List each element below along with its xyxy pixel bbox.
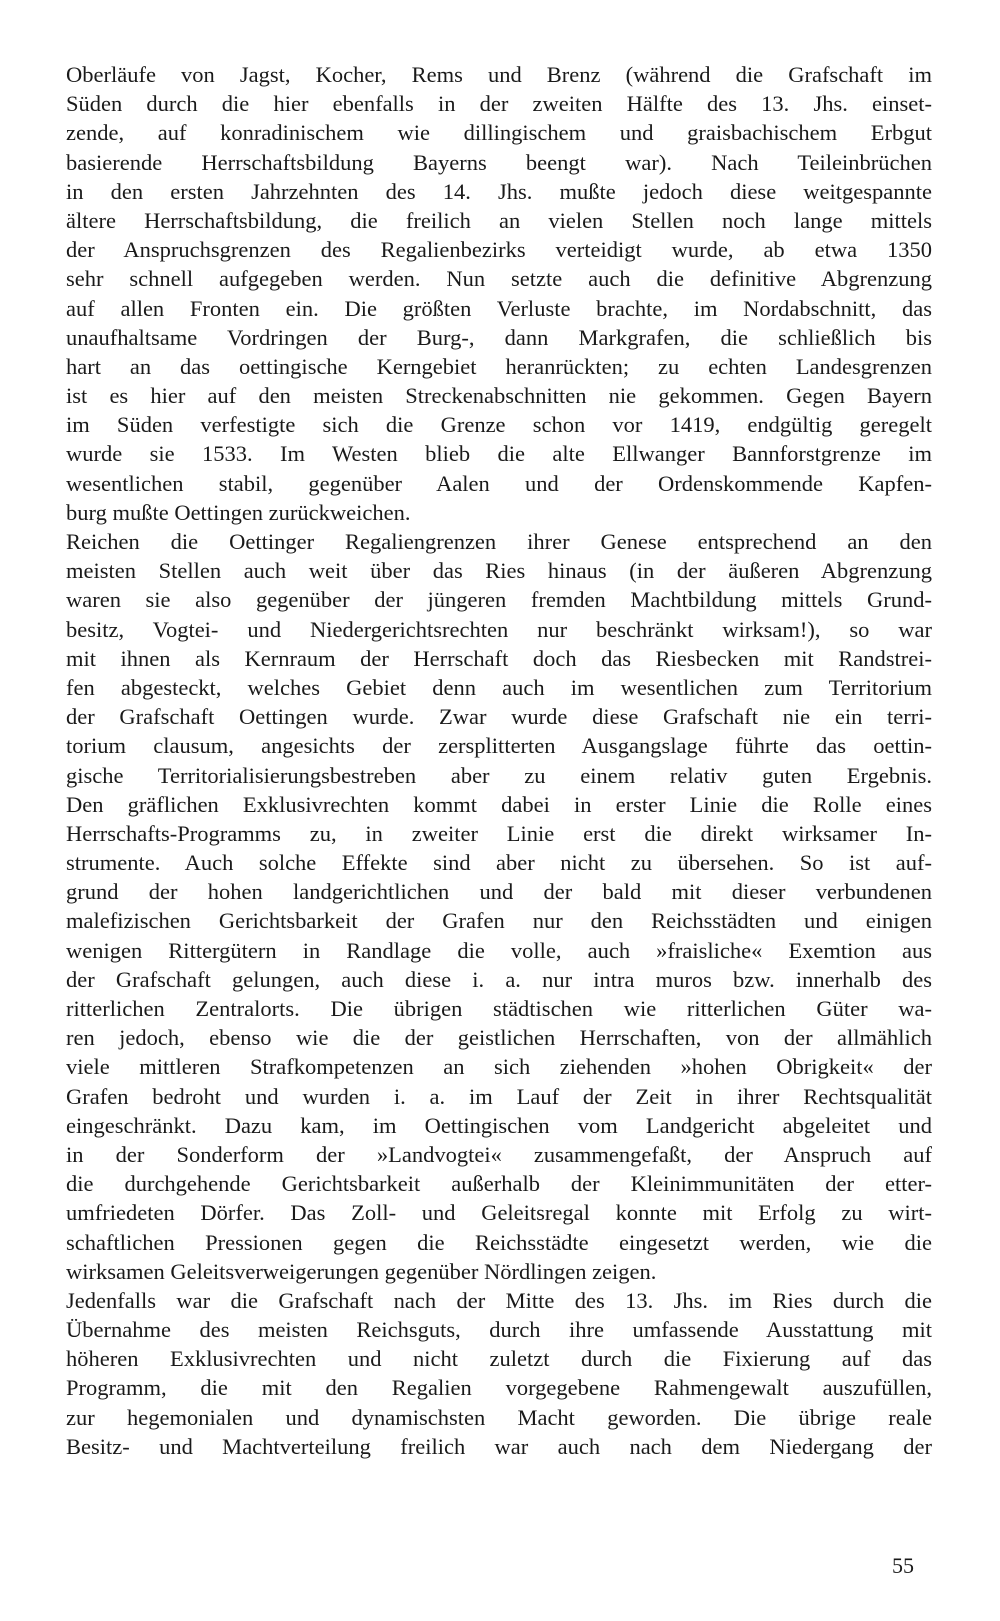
text-line: ältere Herrschaftsbildung, die freilich an vielen Stellen noch lange mittels bbox=[66, 207, 932, 233]
text-line: viele mittleren Strafkompetenzen an sich ziehenden »hohen Obrigkeit« der bbox=[66, 1054, 932, 1080]
text-line: waren sie also gegenüber der jüngeren fremden Machtbildung mittels Grund- bbox=[66, 587, 932, 613]
text-line: burg mußte Oettingen zurückweichen. bbox=[66, 499, 411, 525]
text-line: in der Sonderform der »Landvogtei« zusammengefaßt, der Anspruch auf bbox=[66, 1141, 932, 1167]
text-line: besitz, Vogtei- und Niedergerichtsrechten nur beschränkt wirksam!), so war bbox=[66, 616, 932, 642]
page-number: 55 bbox=[892, 1553, 914, 1578]
text-line: grund der hohen landgerichtlichen und der bald mit dieser verbundenen bbox=[66, 879, 932, 905]
paragraph bbox=[66, 60, 932, 527]
text-line: eingeschränkt. Dazu kam, im Oettingischen vom Landgericht abgeleitet und bbox=[66, 1112, 932, 1138]
text-line: fen abgesteckt, welches Gebiet denn auch im wesentlichen zum Territorium bbox=[66, 674, 932, 700]
text-line: unaufhaltsame Vordringen der Burg-, dann Markgrafen, die schließlich bis bbox=[66, 324, 932, 350]
text-line: sehr schnell aufgegeben werden. Nun setzte auch die definitive Abgrenzung bbox=[66, 266, 932, 292]
text-line: zende, auf konradinischem wie dillingischem und graisbachischem Erbgut bbox=[66, 120, 932, 146]
text-line: Herrschafts-Programms zu, in zweiter Linie erst die direkt wirksamer In- bbox=[66, 820, 932, 846]
text-line: Grafen bedroht und wurden i. a. im Lauf der Zeit in ihrer Rechtsqualität bbox=[66, 1083, 932, 1109]
text-line: wirksamen Geleitsverweigerungen gegenüber Nördlingen zeigen. bbox=[66, 1258, 657, 1284]
text-line: schaftlichen Pressionen gegen die Reichsstädte eingesetzt werden, wie die bbox=[66, 1229, 932, 1255]
text-line: der Grafschaft Oettingen wurde. Zwar wurde diese Grafschaft nie ein terri- bbox=[66, 704, 932, 730]
text-line: Reichen die Oettinger Regaliengrenzen ihrer Genese entsprechend an den bbox=[66, 529, 932, 554]
text-line: ist es hier auf den meisten Streckenabschnitten nie gekommen. Gegen Bayern bbox=[66, 383, 932, 409]
page-body bbox=[66, 60, 932, 1461]
text-line: strumente. Auch solche Effekte sind aber nicht zu übersehen. So ist auf- bbox=[66, 850, 932, 876]
text-line: malefizischen Gerichtsbarkeit der Grafen nur den Reichsstädten und einigen bbox=[66, 908, 932, 934]
text-line: Jedenfalls war die Grafschaft nach der Mitte des 13. Jhs. im Ries durch die bbox=[66, 1287, 932, 1313]
text-line: meisten Stellen auch weit über das Ries hinaus (in der äußeren Abgrenzung bbox=[66, 558, 932, 584]
paragraph bbox=[66, 1286, 932, 1461]
text-line: auf allen Fronten ein. Die größten Verluste brachte, im Nordabschnitt, das bbox=[66, 295, 932, 321]
text-line: Programm, die mit den Regalien vorgegebene Rahmengewalt auszufüllen, bbox=[66, 1375, 932, 1401]
text-line: Besitz- und Machtverteilung freilich war auch nach dem Niedergang der bbox=[66, 1433, 932, 1459]
text-line: ren jedoch, ebenso wie die der geistlichen Herrschaften, von der allmählich bbox=[66, 1025, 932, 1051]
text-line: umfriedeten Dörfer. Das Zoll- und Geleitsregal konnte mit Erfolg zu wirt- bbox=[66, 1200, 932, 1226]
text-line: wesentlichen stabil, gegenüber Aalen und der Ordenskommende Kapfen- bbox=[66, 470, 932, 496]
text-line: basierende Herrschaftsbildung Bayerns beengt war). Nach Teileinbrüchen bbox=[66, 149, 932, 175]
text-line: hart an das oettingische Kerngebiet heranrückten; zu echten Landesgrenzen bbox=[66, 353, 932, 379]
text-line: Übernahme des meisten Reichsguts, durch ihre umfassende Ausstattung mit bbox=[66, 1317, 932, 1343]
text-line: wurde sie 1533. Im Westen blieb die alte Ellwanger Bannforstgrenze im bbox=[66, 441, 932, 467]
text-line: mit ihnen als Kernraum der Herrschaft doch das Riesbecken mit Randstrei- bbox=[66, 645, 932, 671]
text-line: die durchgehende Gerichtsbarkeit außerhalb der Kleinimmunitäten der etter- bbox=[66, 1171, 932, 1197]
text-line: in den ersten Jahrzehnten des 14. Jhs. mußte jedoch diese weitgespannte bbox=[66, 178, 932, 204]
text-line: der Anspruchsgrenzen des Regalienbezirks verteidigt wurde, ab etwa 1350 bbox=[66, 237, 932, 263]
paragraph bbox=[66, 527, 932, 1286]
text-line: Oberläufe von Jagst, Kocher, Rems und Brenz (während die Grafschaft im bbox=[66, 62, 932, 87]
text-line: zur hegemonialen und dynamischsten Macht geworden. Die übrige reale bbox=[66, 1404, 932, 1430]
text-line: torium clausum, angesichts der zersplitterten Ausgangslage führte das oettin- bbox=[66, 733, 932, 759]
text-line: höheren Exklusivrechten und nicht zuletzt durch die Fixierung auf das bbox=[66, 1346, 932, 1372]
text-line: Süden durch die hier ebenfalls in der zweiten Hälfte des 13. Jhs. einset- bbox=[66, 91, 932, 117]
text-line: im Süden verfestigte sich die Grenze schon vor 1419, endgültig geregelt bbox=[66, 412, 932, 438]
text-line: ritterlichen Zentralorts. Die übrigen städtischen wie ritterlichen Güter wa- bbox=[66, 996, 932, 1021]
text-line: gische Territorialisierungsbestreben aber zu einem relativ guten Ergebnis. bbox=[66, 762, 932, 788]
text-line: Den gräflichen Exklusivrechten kommt dabei in erster Linie die Rolle eines bbox=[66, 791, 932, 817]
text-line: der Grafschaft gelungen, auch diese i. a. nur intra muros bzw. innerhalb des bbox=[66, 966, 932, 992]
text-line: wenigen Rittergütern in Randlage die volle, auch »fraisliche« Exemtion aus bbox=[66, 937, 932, 963]
